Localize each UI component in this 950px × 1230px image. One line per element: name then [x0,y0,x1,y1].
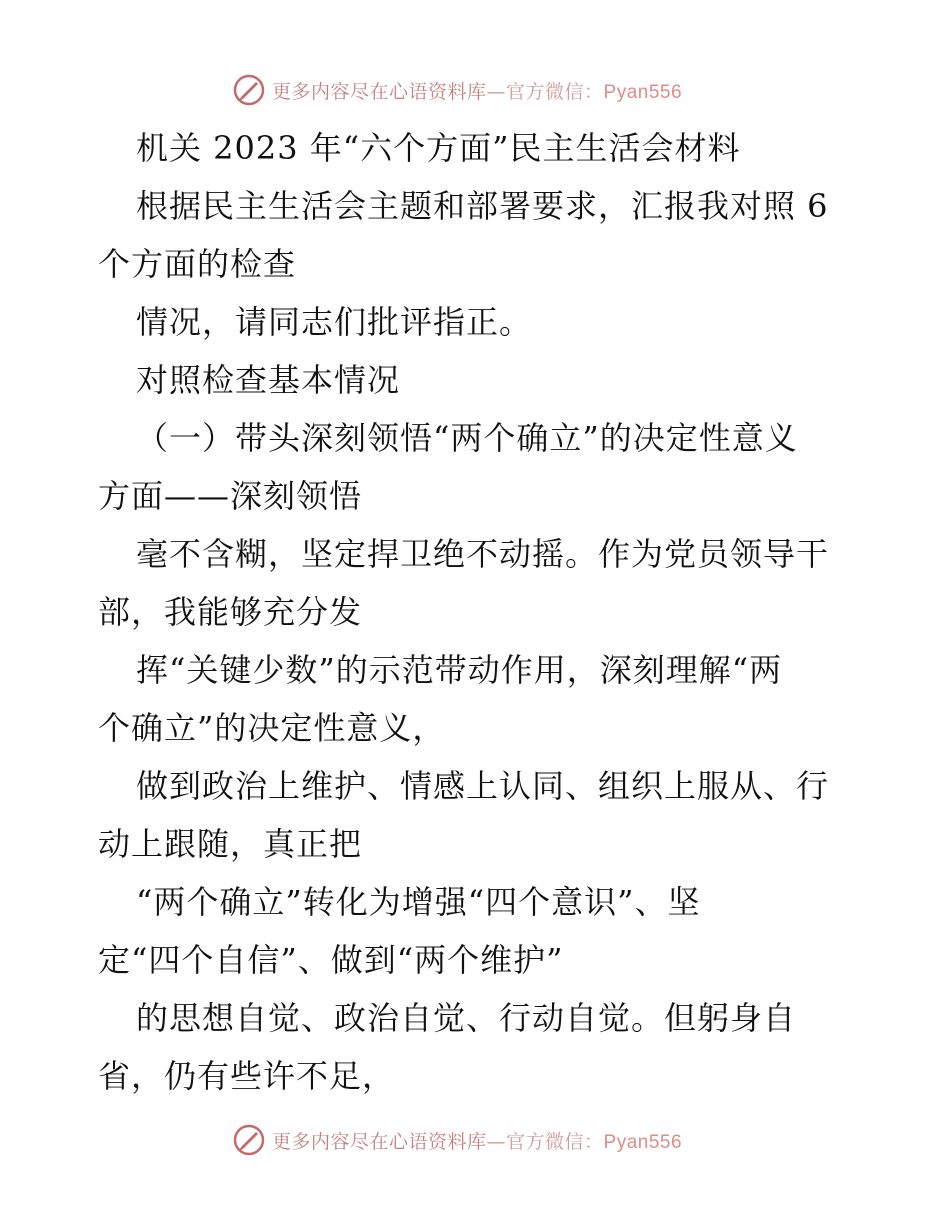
paragraph-line: 动上跟随，真正把 [98,825,363,863]
paragraph-line: 的思想自觉、政治自觉、行动自觉。但躬身自 [136,999,797,1037]
paragraph-line: 部，我能够充分发 [98,593,363,631]
watermark-official: 官方微信： [506,80,604,103]
watermark-brand: 更多内容尽在心语资料库 [272,80,487,103]
header-watermark [232,70,682,110]
watermark-official: 官方微信： [506,1130,604,1153]
paragraph-line: 挥“关键少数”的示范带动作用，深刻理解“两 [136,651,783,689]
watermark-wechat-id: Pyan556 [603,1131,683,1153]
paragraph-line: “两个确立”转化为增强“四个意识”、坚 [136,883,701,921]
footer-watermark [232,1120,682,1160]
watermark-separator: — [486,80,507,103]
document-title: 机关 2023 年“六个方面”民主生活会材料 [136,129,741,167]
paragraph-line: 定“四个自信”、做到“两个维护” [98,941,564,979]
feather-pen-logo-icon [232,1123,266,1157]
paragraph-line: 方面——深刻领悟 [98,477,363,515]
paragraph-line: 做到政治上维护、情感上认同、组织上服从、行 [136,767,830,805]
paragraph-line: 根据民主生活会主题和部署要求，汇报我对照 6 [136,187,829,225]
watermark-separator: — [486,1130,507,1153]
paragraph-line: 个确立”的决定性意义， [98,709,446,747]
paragraph-line: 毫不含糊，坚定捍卫绝不动摇。作为党员领导干 [136,535,830,573]
subsection-heading: （一）带头深刻领悟“两个确立”的决定性意义 [136,419,798,457]
paragraph-line: 情况，请同志们批评指正。 [136,303,533,341]
feather-pen-logo-icon [232,73,266,107]
paragraph-line: 省，仍有些许不足， [98,1057,396,1095]
watermark-wechat-id: Pyan556 [603,81,683,103]
section-heading: 对照检查基本情况 [136,361,401,399]
paragraph-line: 个方面的检查 [98,245,297,283]
watermark-brand: 更多内容尽在心语资料库 [272,1130,487,1153]
